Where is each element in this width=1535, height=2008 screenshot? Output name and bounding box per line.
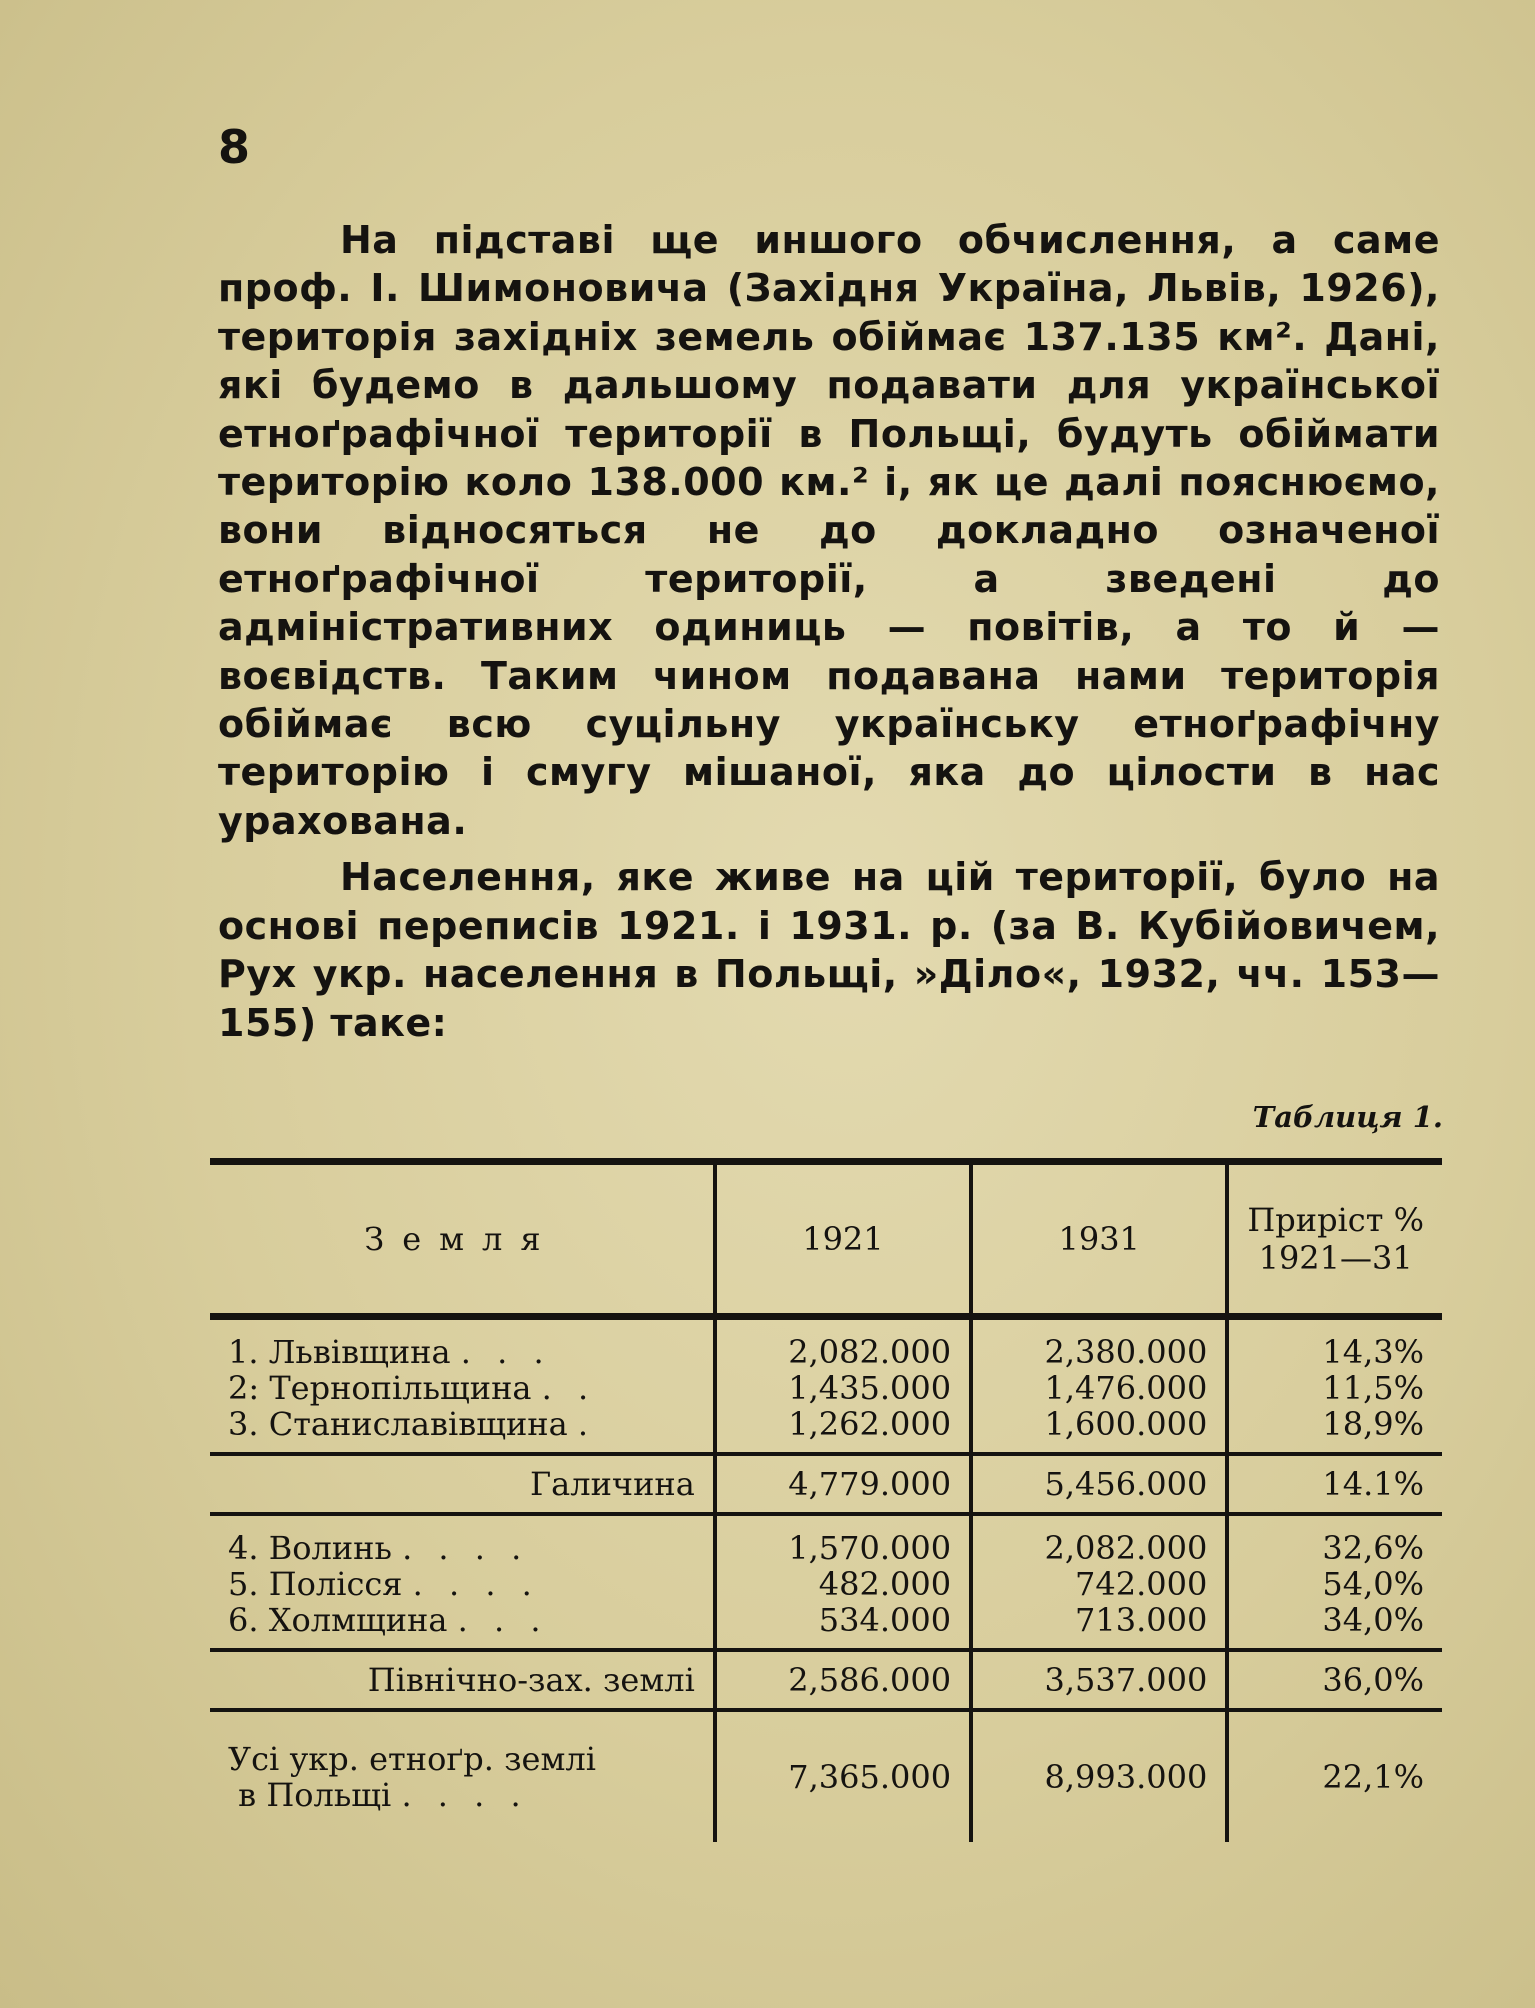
northwest-total-name: Північно-зах. землі bbox=[210, 1650, 715, 1710]
population-table bbox=[210, 1158, 1442, 1842]
table-header-row bbox=[210, 1162, 1442, 1317]
grand-total-name: Усі укр. етноґр. землі в Польщі . . . . bbox=[228, 1740, 596, 1814]
body-text bbox=[218, 216, 1440, 1055]
list-item: 5. Полісся . . . . bbox=[228, 1565, 540, 1603]
header-1931: 1931 bbox=[971, 1162, 1227, 1317]
galicia-regions bbox=[210, 1317, 1442, 1455]
galicia-1931: 2,380.000 1,476.000 1,600.000 bbox=[971, 1317, 1227, 1455]
galicia-1921: 2,082.000 1,435.000 1,262.000 bbox=[715, 1317, 971, 1455]
table-caption: Таблиця 1. bbox=[1252, 1100, 1443, 1134]
list-item: 1. Львівщина . . . bbox=[228, 1333, 552, 1371]
header-growth-period: 1921—31 bbox=[1258, 1239, 1413, 1277]
grand-total-1921: 7,365.000 bbox=[715, 1710, 971, 1842]
galicia-growth: 14,3% 11,5% 18,9% bbox=[1227, 1317, 1442, 1455]
northwest-growth: 32,6% 54,0% 34,0% bbox=[1227, 1514, 1442, 1650]
grand-total-row bbox=[210, 1710, 1442, 1842]
list-item: 6. Холмщина . . . bbox=[228, 1601, 549, 1639]
galicia-total-name: Галичина bbox=[210, 1454, 715, 1514]
grand-total-growth: 22,1% bbox=[1227, 1710, 1442, 1842]
galicia-region-names bbox=[210, 1317, 715, 1455]
paragraph-2: Населення, яке живе на цій території, було на основі переписів 1921. і 1931. р. (за В. Кубійовичем, Рух укр. населення в Польщі, »Діло«, 1932, чч. 153—155) таке: bbox=[218, 855, 1440, 1045]
list-item: 3. Станиславівщина . bbox=[228, 1405, 597, 1443]
northwest-total-1921: 2,586.000 bbox=[715, 1650, 971, 1710]
header-land: Земля bbox=[210, 1162, 715, 1317]
header-growth-label: Приріст % bbox=[1247, 1201, 1424, 1239]
header-growth bbox=[1227, 1162, 1442, 1317]
grand-total-1931: 8,993.000 bbox=[971, 1710, 1227, 1842]
northwest-total-1931: 3,537.000 bbox=[971, 1650, 1227, 1710]
header-1921: 1921 bbox=[715, 1162, 971, 1317]
northwest-regions bbox=[210, 1514, 1442, 1650]
galicia-total-row bbox=[210, 1454, 1442, 1514]
northwest-total-growth: 36,0% bbox=[1227, 1650, 1442, 1710]
galicia-total-growth: 14.1% bbox=[1227, 1454, 1442, 1514]
northwest-region-names bbox=[210, 1514, 715, 1650]
galicia-total-1921: 4,779.000 bbox=[715, 1454, 971, 1514]
northwest-1921: 1,570.000 482.000 534.000 bbox=[715, 1514, 971, 1650]
page-number: 8 bbox=[218, 120, 251, 174]
galicia-total-1931: 5,456.000 bbox=[971, 1454, 1227, 1514]
northwest-1931: 2,082.000 742.000 713.000 bbox=[971, 1514, 1227, 1650]
list-item: 4. Волинь . . . . bbox=[228, 1529, 530, 1567]
list-item: 2: Тернопільщина . . bbox=[228, 1369, 597, 1407]
northwest-total-row bbox=[210, 1650, 1442, 1710]
paragraph-1: На підставі ще иншого обчислення, а саме проф. І. Шимоновича (Західня Україна, Львів, 1926), територія західніх земель обіймає 137.135 км². Дані, які будемо в дальшому подавати для української етноґрафічної території в Польщі, будуть обіймати територію коло 138.000 км.² і, як це далі пояснюємо, вони відносяться не до докладно означеної етноґрафічної території, а зведені до адміністративних одиниць — повітів, а то й — воєвідств. Таким чином подавана нами територія обіймає всю суцільну українську етноґрафічну територію і смугу мішаної, яка до цілости в нас урахована. bbox=[218, 218, 1440, 843]
